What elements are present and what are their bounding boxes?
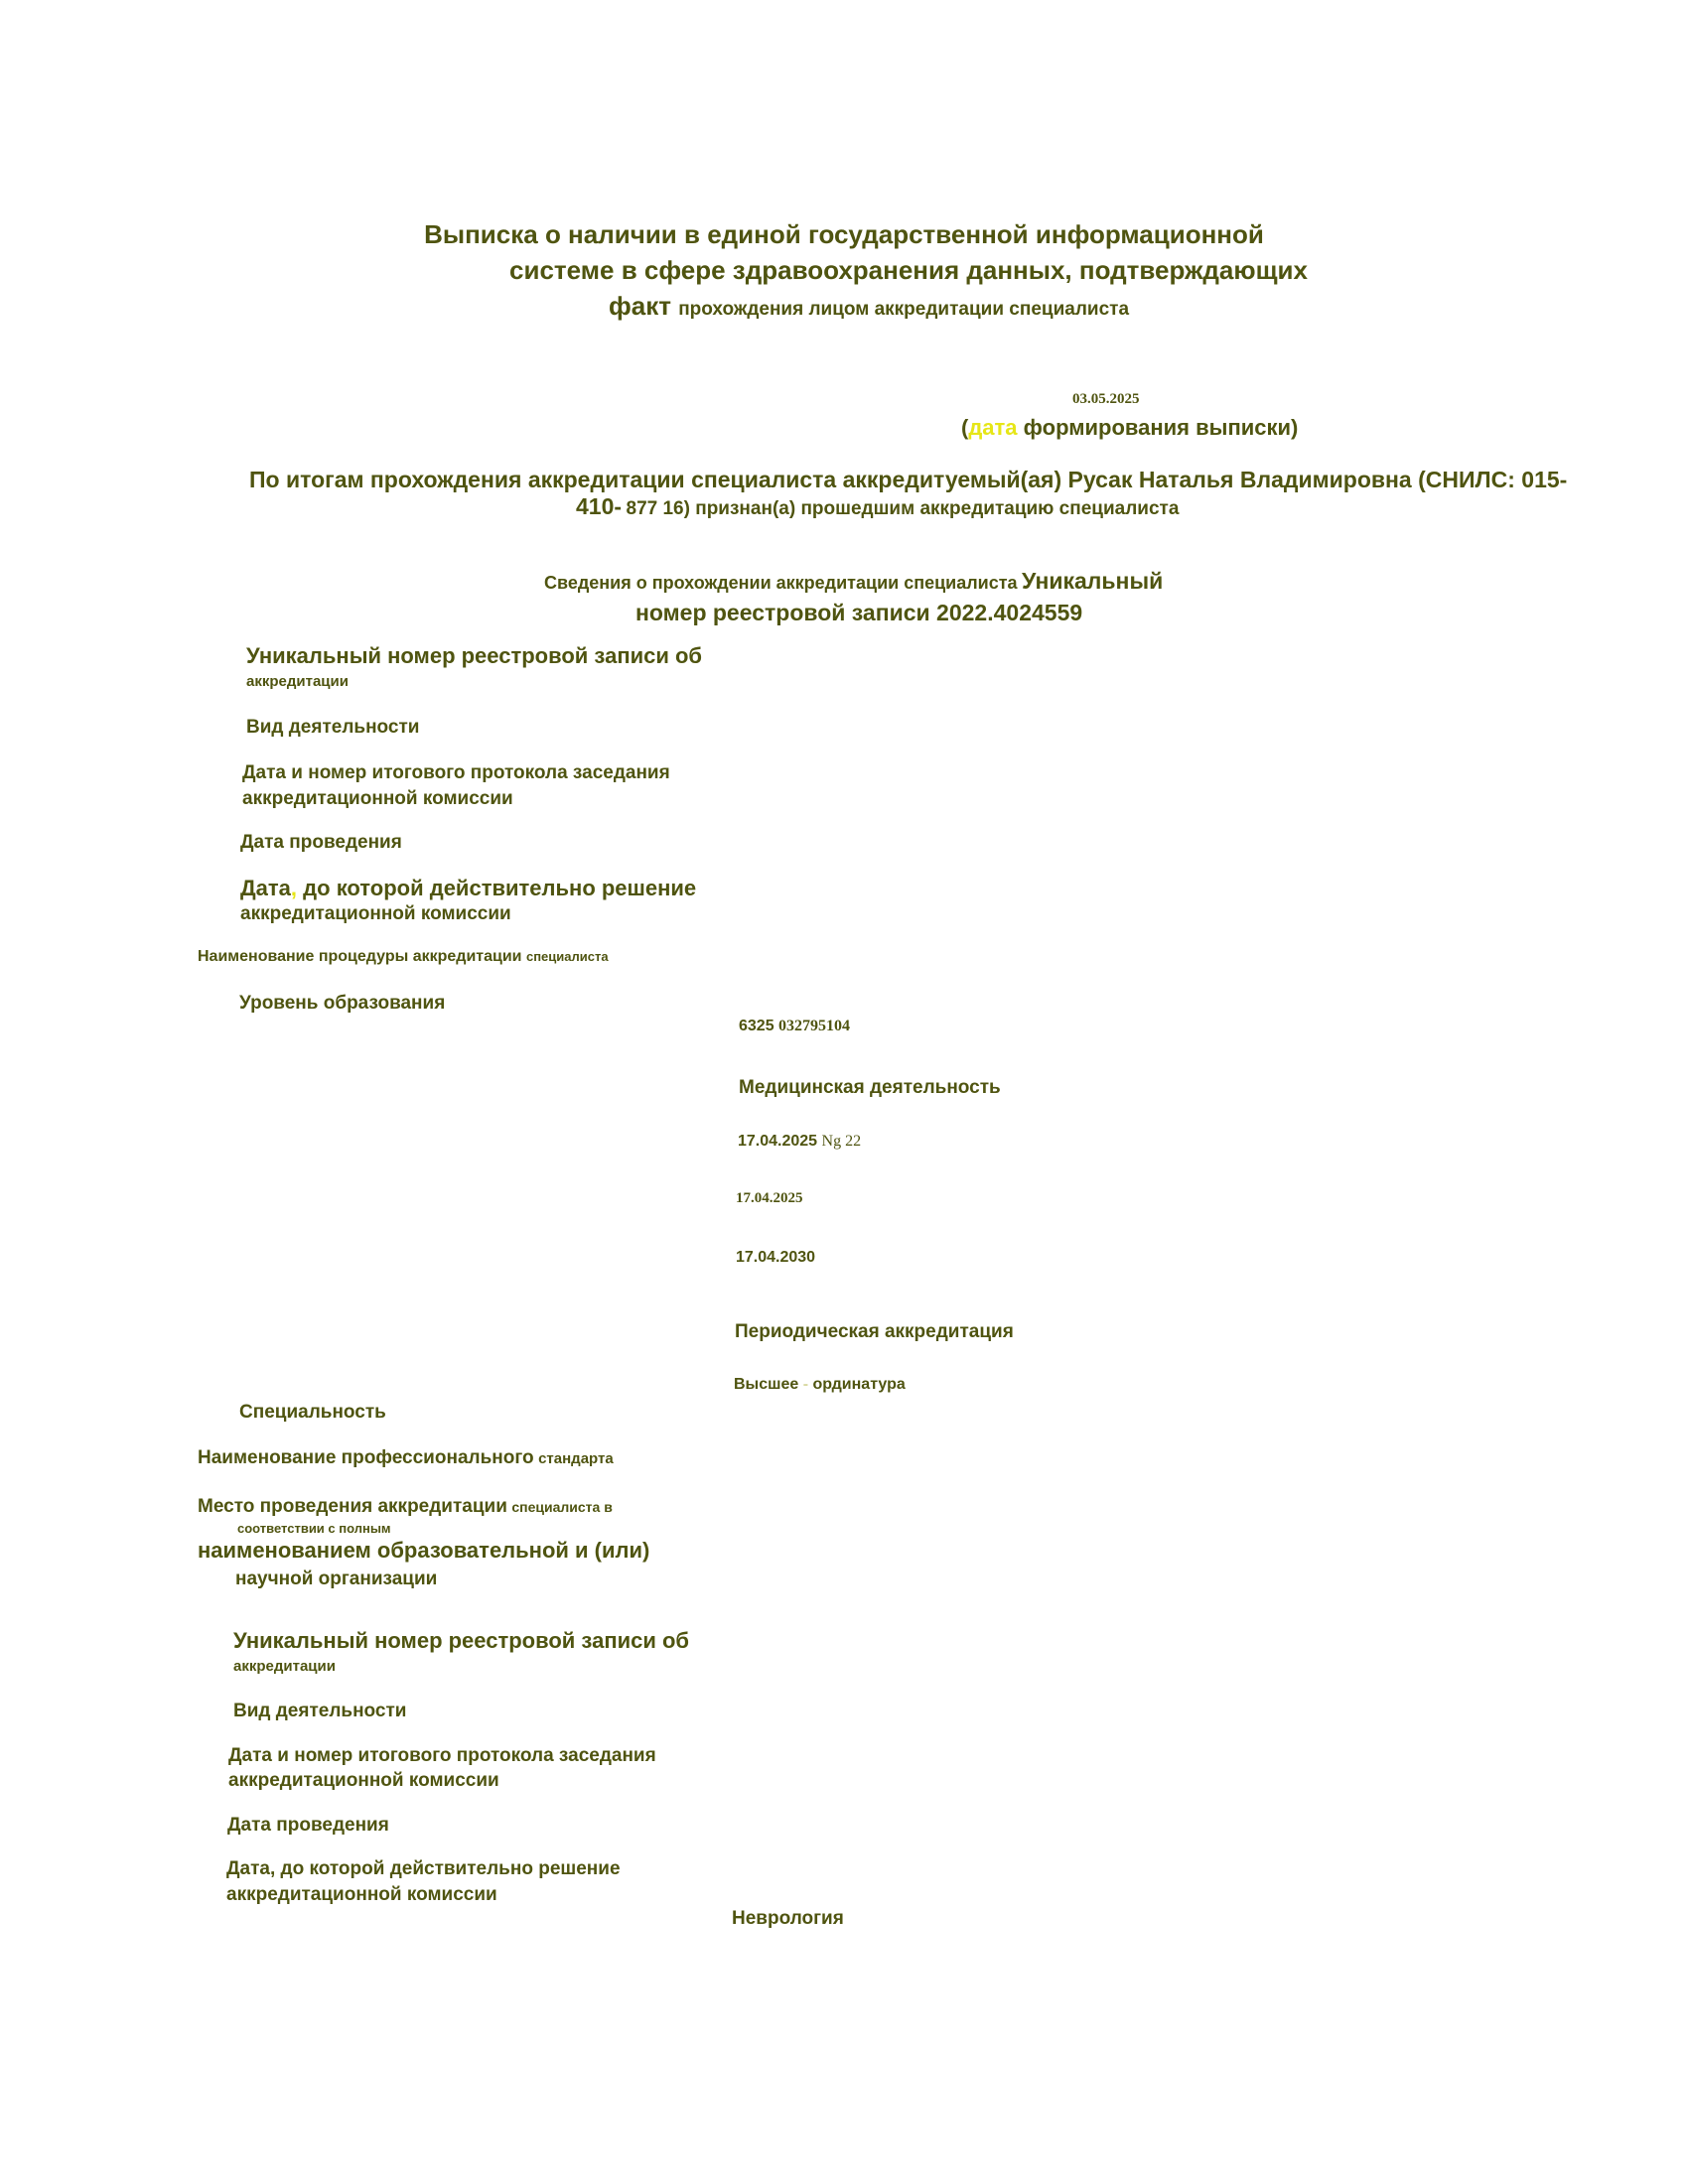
record2-label-protocol-2: аккредитационной комиссии <box>228 1770 499 1791</box>
label-valid-until-a: Дата <box>240 876 291 900</box>
value-unique-number-a: 6325 <box>739 1018 774 1034</box>
label-procedure <box>198 948 609 966</box>
section-heading <box>544 568 1163 595</box>
section-heading-small: Сведения о прохождении аккредитации специалиста <box>544 573 1018 593</box>
label-standard-b: стандарта <box>538 1450 614 1467</box>
record2-label-valid-until: Дата, до которой действительно решение <box>226 1858 621 1879</box>
record2-label-unique-number-2: аккредитации <box>233 1658 336 1675</box>
issue-date-caption-rest: формирования выписки) <box>1023 415 1299 440</box>
document-title <box>0 216 1688 328</box>
result-line-2 <box>576 493 1179 520</box>
value-protocol <box>738 1133 861 1151</box>
label-valid-until <box>240 876 696 901</box>
label-valid-until-comma: , <box>290 876 298 900</box>
label-place-1 <box>198 1496 613 1518</box>
value-procedure: Периодическая аккредитация <box>735 1321 1014 1342</box>
value-date-held: 17.04.2025 <box>736 1190 803 1206</box>
registry-number-line: номер реестровой записи 2022.4024559 <box>635 600 1083 625</box>
label-specialty: Специальность <box>239 1402 386 1423</box>
value-valid-until: 17.04.2030 <box>736 1249 816 1266</box>
result-line-2-a: 410- <box>576 493 623 519</box>
title-line-3-small: прохождения лицом аккредитации специалиста <box>678 299 1130 320</box>
label-education: Уровень образования <box>239 993 446 1014</box>
value-education-dash: - <box>802 1376 809 1393</box>
value-activity: Медицинская деятельность <box>739 1077 1001 1098</box>
title-line-3 <box>0 288 1688 328</box>
issue-date-caption <box>961 415 1298 441</box>
label-procedure-a: Наименование процедуры аккредитации <box>198 948 522 965</box>
label-standard-a: Наименование профессионального <box>198 1447 534 1468</box>
result-line-1: По итогам прохождения аккредитации специалиста аккредитуемый(ая) Русак Наталья Владимировна (СНИЛС: 015- <box>249 467 1568 492</box>
value-education-b: ординатура <box>812 1376 906 1393</box>
issue-date: 03.05.2025 <box>1072 391 1140 407</box>
title-line-2: системе в сфере здравоохранения данных, подтверждающих <box>509 255 1308 285</box>
label-place-b: специалиста в <box>511 1499 613 1515</box>
issue-date-caption-open: ( <box>961 415 969 440</box>
record2-label-protocol-1: Дата и номер итогового протокола заседания <box>228 1745 656 1766</box>
title-line-3-big: факт <box>608 291 671 321</box>
record2-label-valid-until-2: аккредитационной комиссии <box>226 1884 497 1905</box>
issue-date-caption-highlight: дата <box>968 415 1018 440</box>
value-protocol-number: Ng 22 <box>821 1133 862 1150</box>
label-valid-until-b: до которой действительно решение <box>303 876 697 900</box>
record2-label-activity: Вид деятельности <box>233 1701 407 1721</box>
label-place-2: соответствии с полным <box>237 1521 391 1536</box>
result-line-2-b: 877 16) признан(а) прошедшим аккредитацию специалиста <box>626 498 1180 519</box>
label-standard <box>198 1447 614 1469</box>
value-unique-number <box>739 1018 850 1035</box>
label-place-4: научной организации <box>235 1569 438 1589</box>
record2-label-date-held: Дата проведения <box>227 1815 389 1836</box>
label-place-3: наименованием образовательной и (или) <box>198 1538 650 1563</box>
value-specialty: Неврология <box>732 1908 844 1929</box>
label-place-a: Место проведения аккредитации <box>198 1496 507 1517</box>
label-activity: Вид деятельности <box>246 717 420 738</box>
label-date-held: Дата проведения <box>240 832 402 853</box>
label-procedure-b: специалиста <box>525 949 609 964</box>
value-education <box>734 1376 906 1394</box>
label-unique-number-2: аккредитации <box>246 673 349 690</box>
value-protocol-date: 17.04.2025 <box>738 1133 818 1150</box>
label-protocol-2: аккредитационной комиссии <box>242 788 513 809</box>
title-line-1: Выписка о наличии в единой государственной информационной <box>424 219 1264 249</box>
value-unique-number-b: 032795104 <box>778 1018 851 1034</box>
label-valid-until-2: аккредитационной комиссии <box>240 903 511 924</box>
label-unique-number: Уникальный номер реестровой записи об <box>246 643 703 668</box>
section-heading-big: Уникальный <box>1022 568 1164 594</box>
label-protocol-1: Дата и номер итогового протокола заседания <box>242 762 670 783</box>
record2-label-unique-number: Уникальный номер реестровой записи об <box>233 1628 690 1653</box>
value-education-a: Высшее <box>734 1376 799 1393</box>
